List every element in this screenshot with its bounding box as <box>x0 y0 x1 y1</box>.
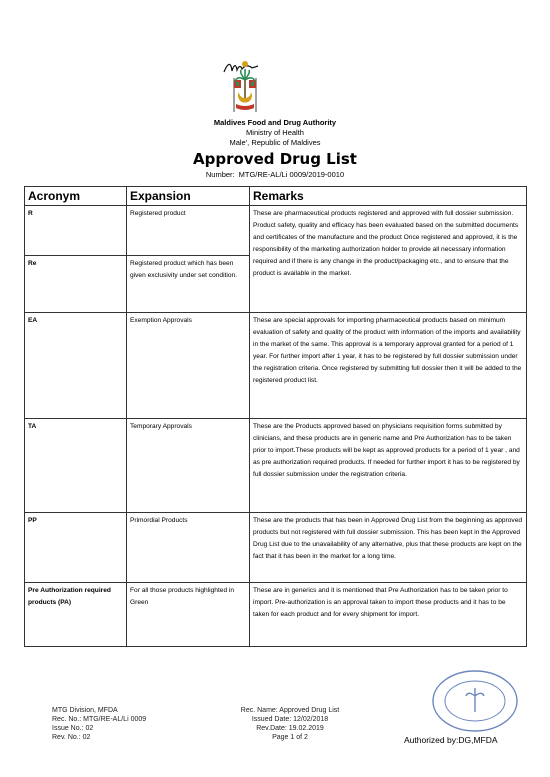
footer-rev-no: Rev. No.: 02 <box>52 734 91 741</box>
remarks-cell: These are the products that has been in Approved Drug List from the beginning as approved products but not registered with full dossier submission. This has been kept in the Approved Drug List due to the unavailability of any alternative, plus that these products are kept on the fact that it has been in the market for a long time. <box>250 513 527 583</box>
maldives-emblem-icon <box>228 58 262 114</box>
table-header-row <box>25 187 527 206</box>
organization-name: Maldives Food and Drug Authority <box>213 118 337 127</box>
acronym-cell: PP <box>25 513 127 583</box>
table-row <box>25 513 527 583</box>
table-row <box>25 206 527 256</box>
header-acronym: Acronym <box>25 187 127 206</box>
footer-left <box>52 706 146 742</box>
remarks-cell: These are special approvals for importing pharmaceutical products based on minimum evaluation of safety and quality of the product with information of the imports and availability in the market of the same. This approval is a temporary approval granted for a period of 1 year. For further import after 1 year, it has to be registered by full dossier submission under the registration criteria. Once registered by submitting full dossier then it will be added to the registered product list. <box>250 313 527 419</box>
acronym-table <box>24 186 527 647</box>
header-expansion: Expansion <box>127 187 250 206</box>
number-value: MTG/RE-AL/Li 0009/2019-0010 <box>238 170 345 179</box>
acronym-cell: Re <box>25 256 127 313</box>
acronym-cell: Pre Authorization required products (PA) <box>25 583 127 647</box>
authorized-by: Authorized by:DG,MFDA <box>404 735 498 745</box>
location: Male', Republic of Maldives <box>229 138 321 147</box>
expansion-cell: Exemption Approvals <box>127 313 250 419</box>
document-number <box>0 170 550 179</box>
acronym-cell: EA <box>25 313 127 419</box>
ministry-name: Ministry of Health <box>246 128 304 137</box>
table-row <box>25 313 527 419</box>
header-remarks: Remarks <box>250 187 527 206</box>
table-row <box>25 419 527 513</box>
remarks-cell: These are in generics and it is mentioned that Pre Authorization has to be taken prior to import. Pre-authorization is an approval taken to import these products and it has to be taken for each product and for every shipment for import. <box>250 583 527 647</box>
remarks-cell: These are the Products approved based on physicians requisition forms submitted by clinicians, and these products are in generic name and Pre Authorization has to be taken prior to import.These products will be kept as approved products for a period of 1 year , and as pre authorization required products. If needed for further import it has to be registered by full dossier submission under the registration criteria. <box>250 419 527 513</box>
acronym-cell: R <box>25 206 127 256</box>
footer-issue-no: Issue No.: 02 <box>52 725 94 732</box>
expansion-cell: Temporary Approvals <box>127 419 250 513</box>
remarks-cell: These are pharmaceutical products registered and approved with full dossier submission. Product safety, quality and efficacy has been evaluated based on the submitted documents and certificates of the manufacture and the product Once registered and approved, it is the responsibility of the marketing authorization holder to provide all necessary information required and if there is any change in the product/packaging etc., and to ensure that the product is available in the market. <box>250 206 527 313</box>
footer-issued-date: Issued Date: 12/02/2018 <box>251 716 329 723</box>
number-label: Number: <box>205 170 235 179</box>
acronym-cell: TA <box>25 419 127 513</box>
expansion-cell: Registered product which has been given exclusivity under set condition. <box>127 256 250 313</box>
footer-page: Page 1 of 2 <box>272 734 308 741</box>
expansion-cell: Registered product <box>127 206 250 256</box>
official-stamp-icon <box>430 668 520 734</box>
expansion-cell: Primordial Products <box>127 513 250 583</box>
expansion-cell: For all those products highlighted in Green <box>127 583 250 647</box>
footer-rec-name: Rec. Name: Approved Drug List <box>240 707 340 714</box>
footer-division: MTG Division, MFDA <box>52 707 118 714</box>
footer-rec-no: Rec. No.: MTG/RE-AL/Li 0009 <box>52 716 147 723</box>
footer-rev-date: Rev.Date: 19.02.2019 <box>256 725 324 732</box>
page-title: Approved Drug List <box>193 150 357 168</box>
table-row <box>25 583 527 647</box>
footer-center <box>230 706 350 742</box>
